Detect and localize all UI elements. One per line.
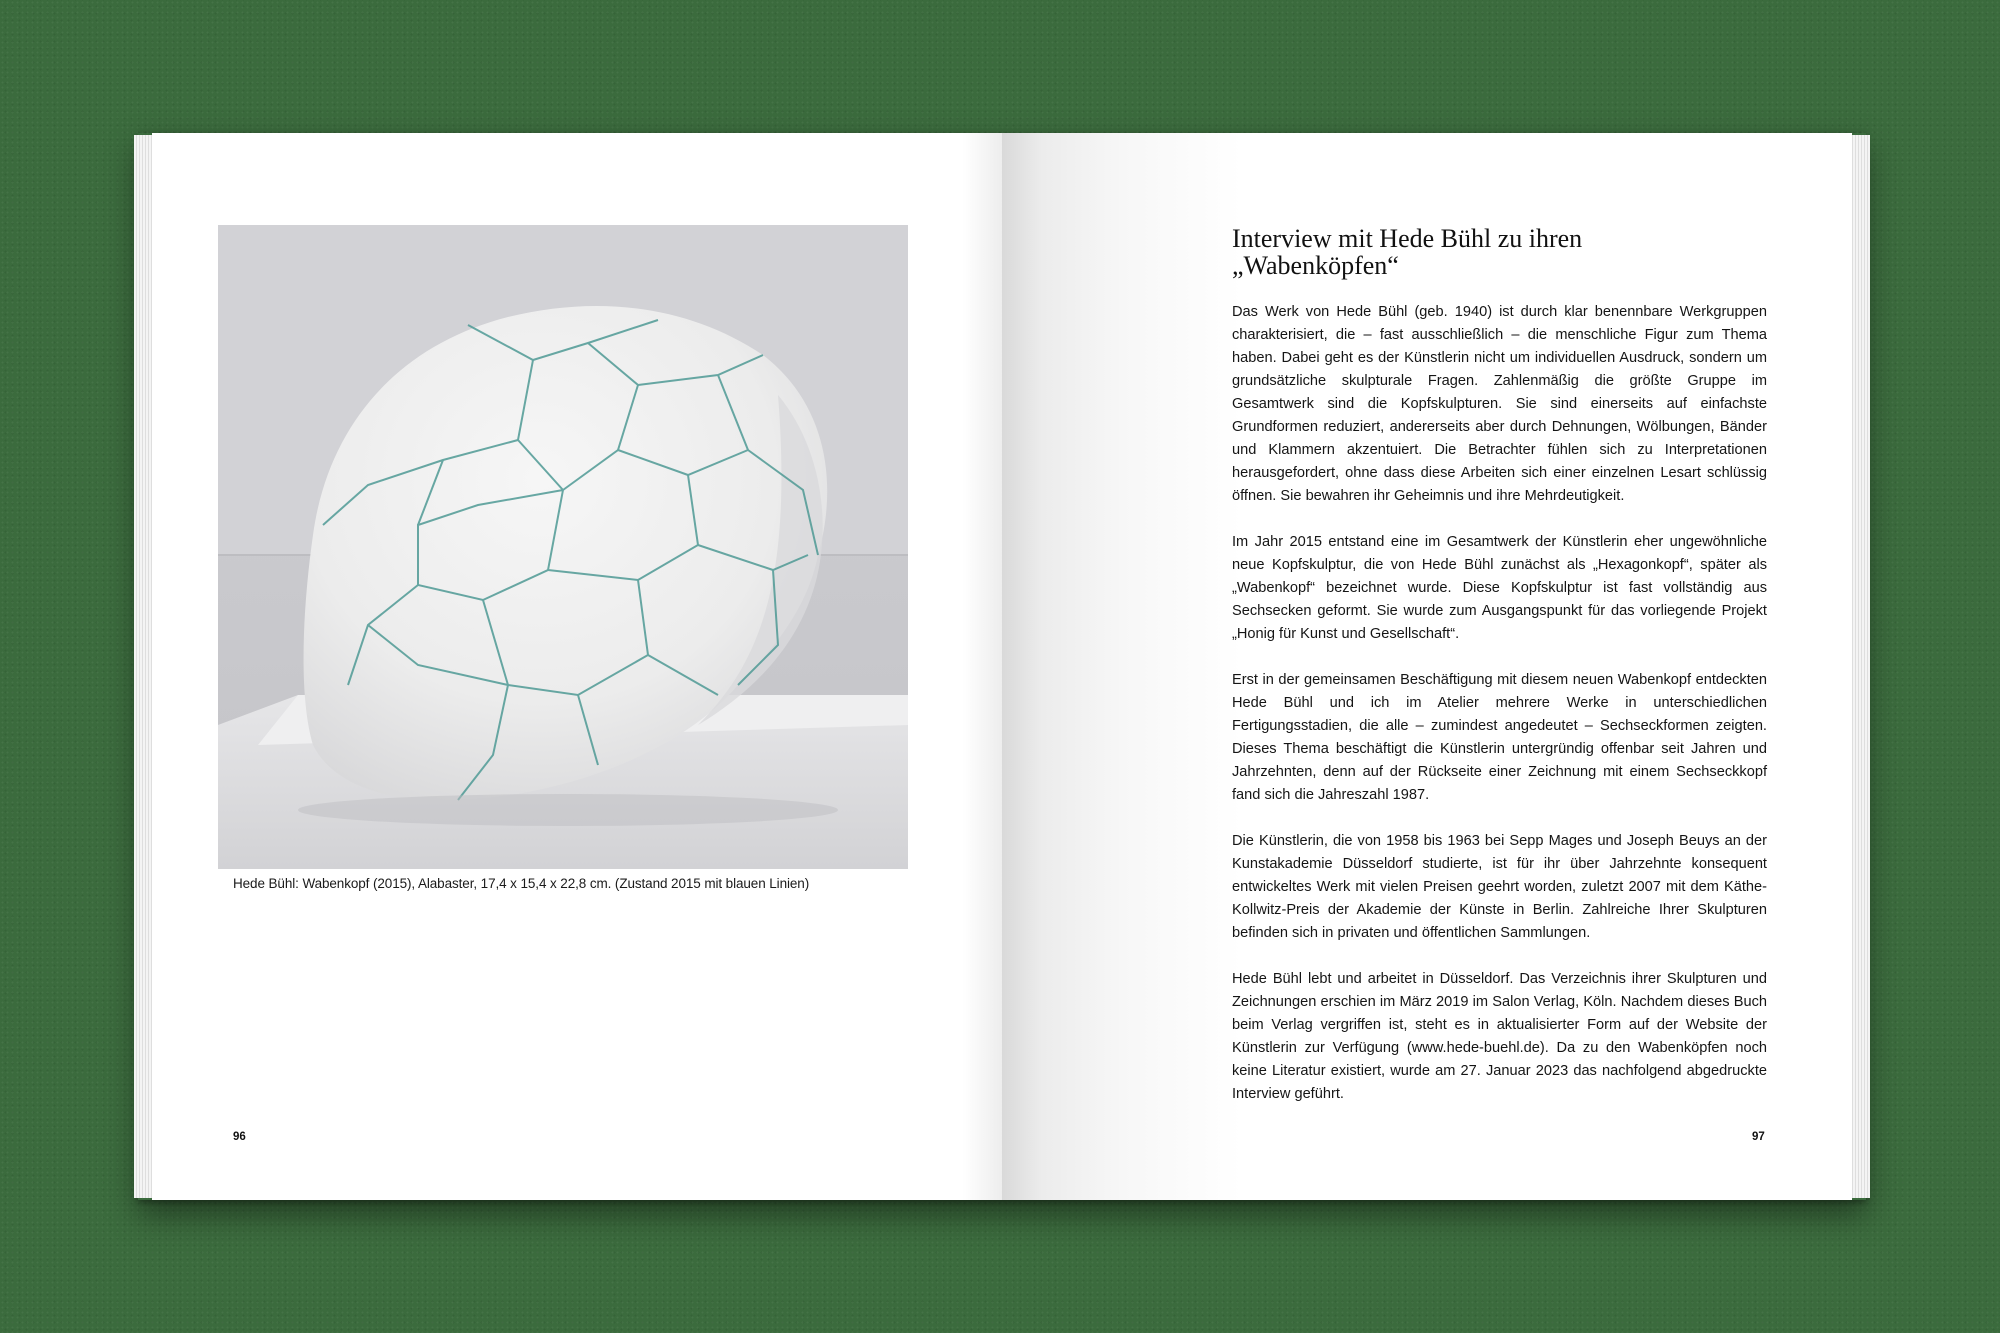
paragraph: Im Jahr 2015 entstand eine im Gesamtwerk der Künstlerin eher ungewöhnliche neue Kopfskulptur, die von Hede Bühl zunächst als „Hexagonkopf“, später als „Wabenkopf“ bezeichnet wurde. Diese Kopfskulptur ist fast vollständig aus Sechsecken geformt. Sie wurde zum Ausgangspunkt für das vorliegende Projekt „Honig für Kunst und Gesellschaft“.	[1232, 534, 1767, 642]
page-number-left: 96	[233, 1131, 246, 1143]
heading-line-2: „Wabenköpfen“	[1232, 251, 1399, 280]
paragraph: Erst in der gemeinsamen Beschäftigung mit diesem neuen Wabenkopf entdeckten Hede Bühl und ich im Atelier mehrere Werke in unterschiedlichen Fertigungsstadien, die alle – zumindest angedeutet – Sechseckformen zeigten. Dieses Thema beschäftigt die Künstlerin untergründig offenbar seit Jahren und Jahrzehnten, denn auf der Rückseite einer Zeichnung mit einem Sechseckkopf fand sich die Jahreszahl 1987.	[1232, 672, 1767, 803]
photo-caption: Hede Bühl: Wabenkopf (2015), Alabaster, 17,4 x 15,4 x 22,8 cm. (Zustand 2015 mit blauen Linien)	[233, 876, 810, 891]
paragraph: Hede Bühl lebt und arbeitet in Düsseldorf. Das Verzeichnis ihrer Skulpturen und Zeichnungen erschien im März 2019 im Salon Verlag, Köln. Nachdem dieses Buch beim Verlag vergriffen ist, steht es in aktualisierter Form auf der Website der Künstlerin zur Verfügung (www.hede-buehl.de). Da zu den Wabenköpfen noch keine Literatur existiert, wurde am 27. Januar 2023 das nachfolgend abgedruckte Interview geführt.	[1232, 971, 1767, 1102]
article-body	[1232, 301, 1767, 1129]
paragraph: Das Werk von Hede Bühl (geb. 1940) ist durch klar benennbare Werkgruppen charakterisiert, die – fast ausschließlich – die menschliche Figur zum Thema haben. Dabei geht es der Künstlerin nicht um individuellen Ausdruck, sondern um grundsätzliche skulpturale Fragen. Zahlenmäßig die größte Gruppe im Gesamtwerk sind die Kopfskulpturen. Sie sind einerseits auf einfachste Grundformen reduziert, andererseits aber durch Dehnungen, Wölbungen, Bänder und Klammern akzentuiert. Die Betrachter fühlen sich zu Interpretationen herausgefordert, ohne dass diese Arbeiten sich einer einzelnen Lesart schlüssig öffnen. Sie bewahren ihr Geheimnis und ihre Mehrdeutigkeit.	[1232, 304, 1767, 504]
page-number-right: 97	[1752, 1131, 1765, 1143]
paragraph: Die Künstlerin, die von 1958 bis 1963 bei Sepp Mages und Joseph Beuys an der Kunstakademie Düsseldorf studierte, ist für ihr über Jahrzehnte konsequent entwickeltes Werk mit vielen Preisen geehrt worden, zuletzt 2007 mit dem Käthe-Kollwitz-Preis der Akademie der Künste in Berlin. Zahlreiche Ihrer Skulpturen befinden sich in privaten und öffentlichen Sammlungen.	[1232, 833, 1767, 941]
article-heading	[1232, 225, 1792, 279]
heading-line-1: Interview mit Hede Bühl zu ihren	[1232, 224, 1583, 253]
sculpture-photo	[218, 225, 908, 869]
